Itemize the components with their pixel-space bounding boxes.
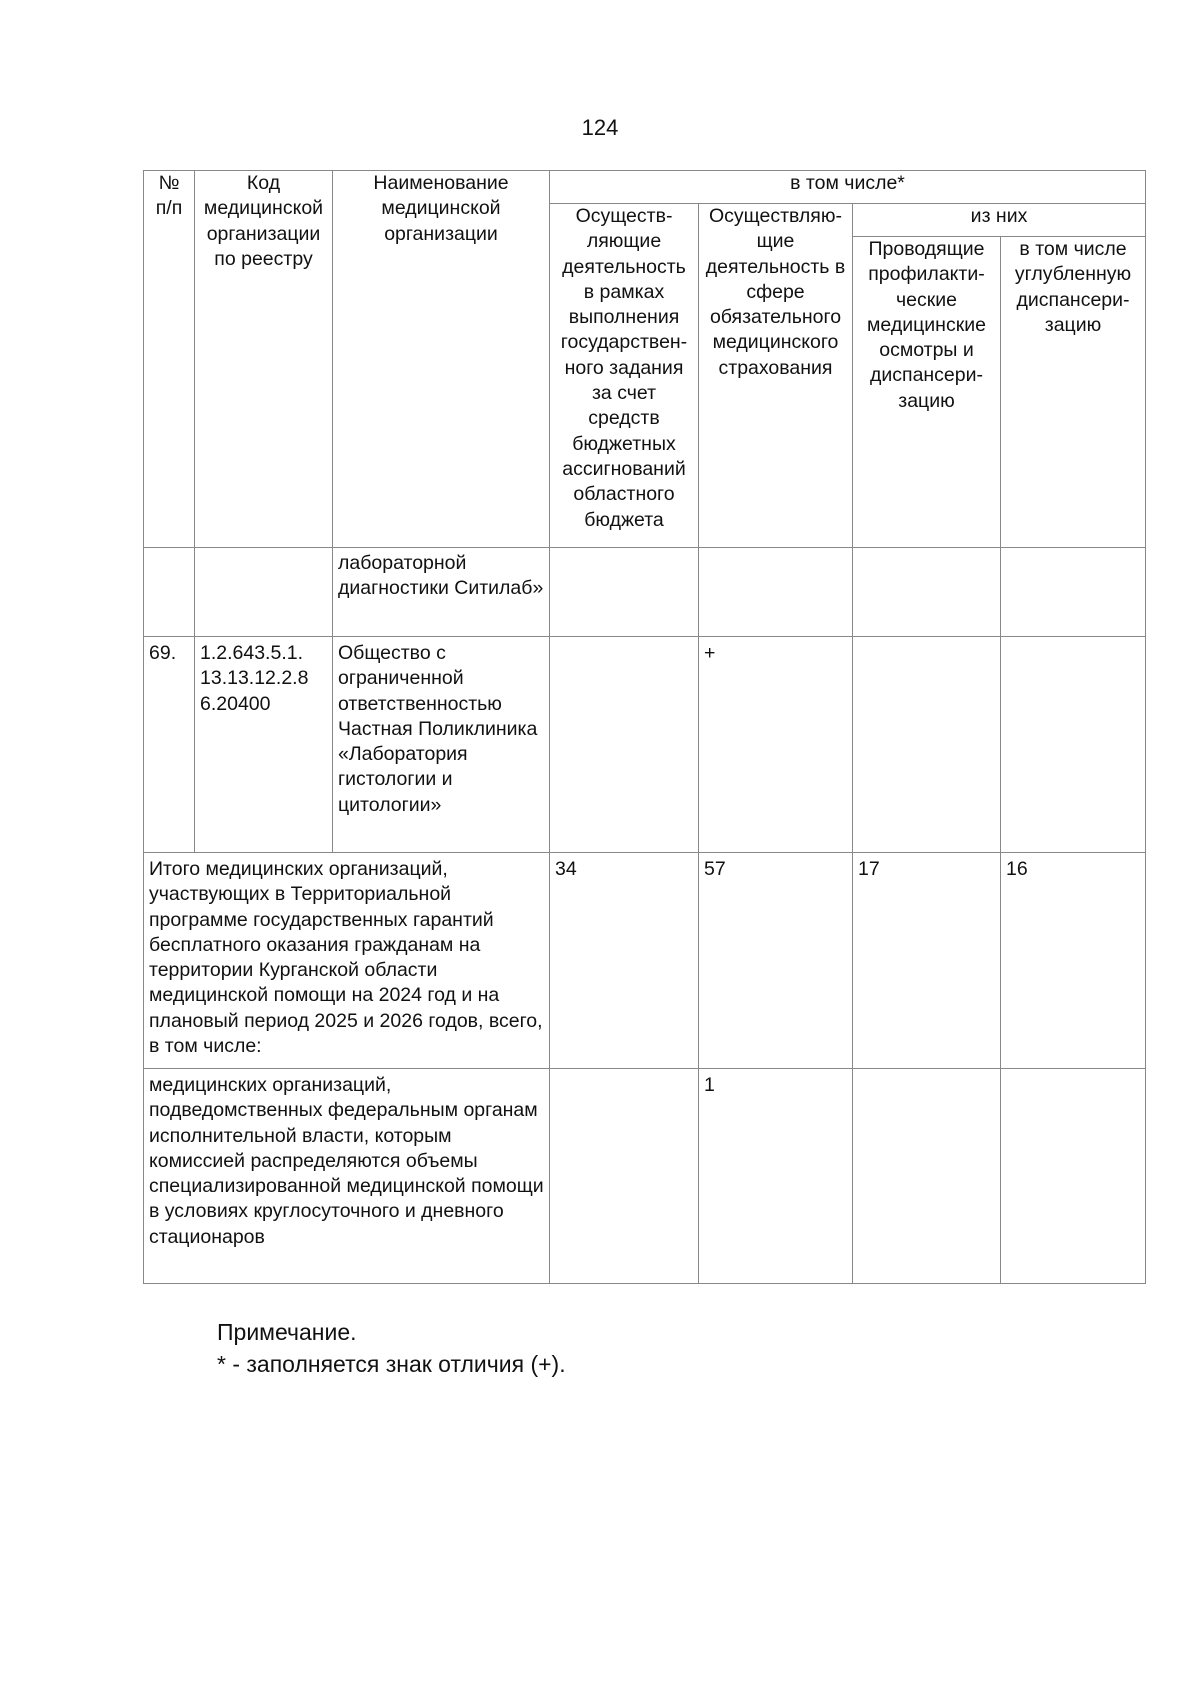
total-oms: 57: [699, 853, 853, 1069]
cell-num: [144, 548, 195, 637]
cell-in-depth: [1001, 637, 1146, 853]
table-row-69: [144, 637, 1146, 853]
cell-name: лабораторной диагностики Ситилаб»: [333, 548, 550, 637]
cell-oms: [699, 548, 853, 637]
header-prevention: Проводящие профилакти-ческие медицинские осмотры и диспансери-зацию: [853, 237, 1001, 548]
table-row-total: [144, 853, 1146, 1069]
table-row-federal: [144, 1069, 1146, 1284]
header-oms: Осуществляю-щие деятельность в сфере обязательного медицинского страхования: [699, 204, 853, 548]
cell-state-task: [550, 548, 699, 637]
total-in-depth: 16: [1001, 853, 1146, 1069]
cell-code: [195, 548, 333, 637]
table-row-continued: [144, 548, 1146, 637]
header-name: Наименование медицинской организации: [333, 171, 550, 548]
header-of-them: из них: [853, 204, 1146, 237]
header-num: № п/п: [144, 171, 195, 548]
cell-in-depth: [1001, 548, 1146, 637]
total-prevention: 17: [853, 853, 1001, 1069]
header-state-task: Осуществ-ляющие деятельность в рамках выполнения государствен-ного задания за счет средств бюджетных ассигнований областного бюджета: [550, 204, 699, 548]
total-label: Итого медицинских организаций, участвующих в Территориальной программе государственных гарантий бесплатного оказания гражданам на территории Курганской области медицинской помощи на 2024 год и на плановый период 2025 и 2026 годов, всего, в том числе:: [144, 853, 550, 1069]
cell-oms: +: [699, 637, 853, 853]
federal-state-task: [550, 1069, 699, 1284]
organizations-table: [143, 170, 1146, 1284]
cell-code: 1.2.643.5.1. 13.13.12.2.8 6.20400: [195, 637, 333, 853]
cell-prevention: [853, 637, 1001, 853]
header-row-1: [144, 171, 1146, 204]
header-including: в том числе*: [550, 171, 1146, 204]
footnote-text: * - заполняется знак отличия (+).: [217, 1351, 566, 1377]
total-state-task: 34: [550, 853, 699, 1069]
federal-in-depth: [1001, 1069, 1146, 1284]
cell-state-task: [550, 637, 699, 853]
federal-oms: 1: [699, 1069, 853, 1284]
page-number: 124: [581, 115, 619, 140]
footnote: [217, 1316, 566, 1380]
federal-prevention: [853, 1069, 1001, 1284]
cell-name: Общество с ограниченной ответственностью Частная Поликлиника «Лаборатория гистологии и цитологии»: [333, 637, 550, 853]
header-code: Код медицинской организации по реестру: [195, 171, 333, 548]
cell-num: 69.: [144, 637, 195, 853]
footnote-title: Примечание.: [217, 1319, 357, 1345]
header-in-depth: в том числе углубленную диспансери-зацию: [1001, 237, 1146, 548]
cell-prevention: [853, 548, 1001, 637]
federal-label: медицинских организаций, подведомственных федеральным органам исполнительной власти, которым комиссией распределяются объемы специализированной медицинской помощи в условиях круглосуточного и дневного стационаров: [144, 1069, 550, 1284]
